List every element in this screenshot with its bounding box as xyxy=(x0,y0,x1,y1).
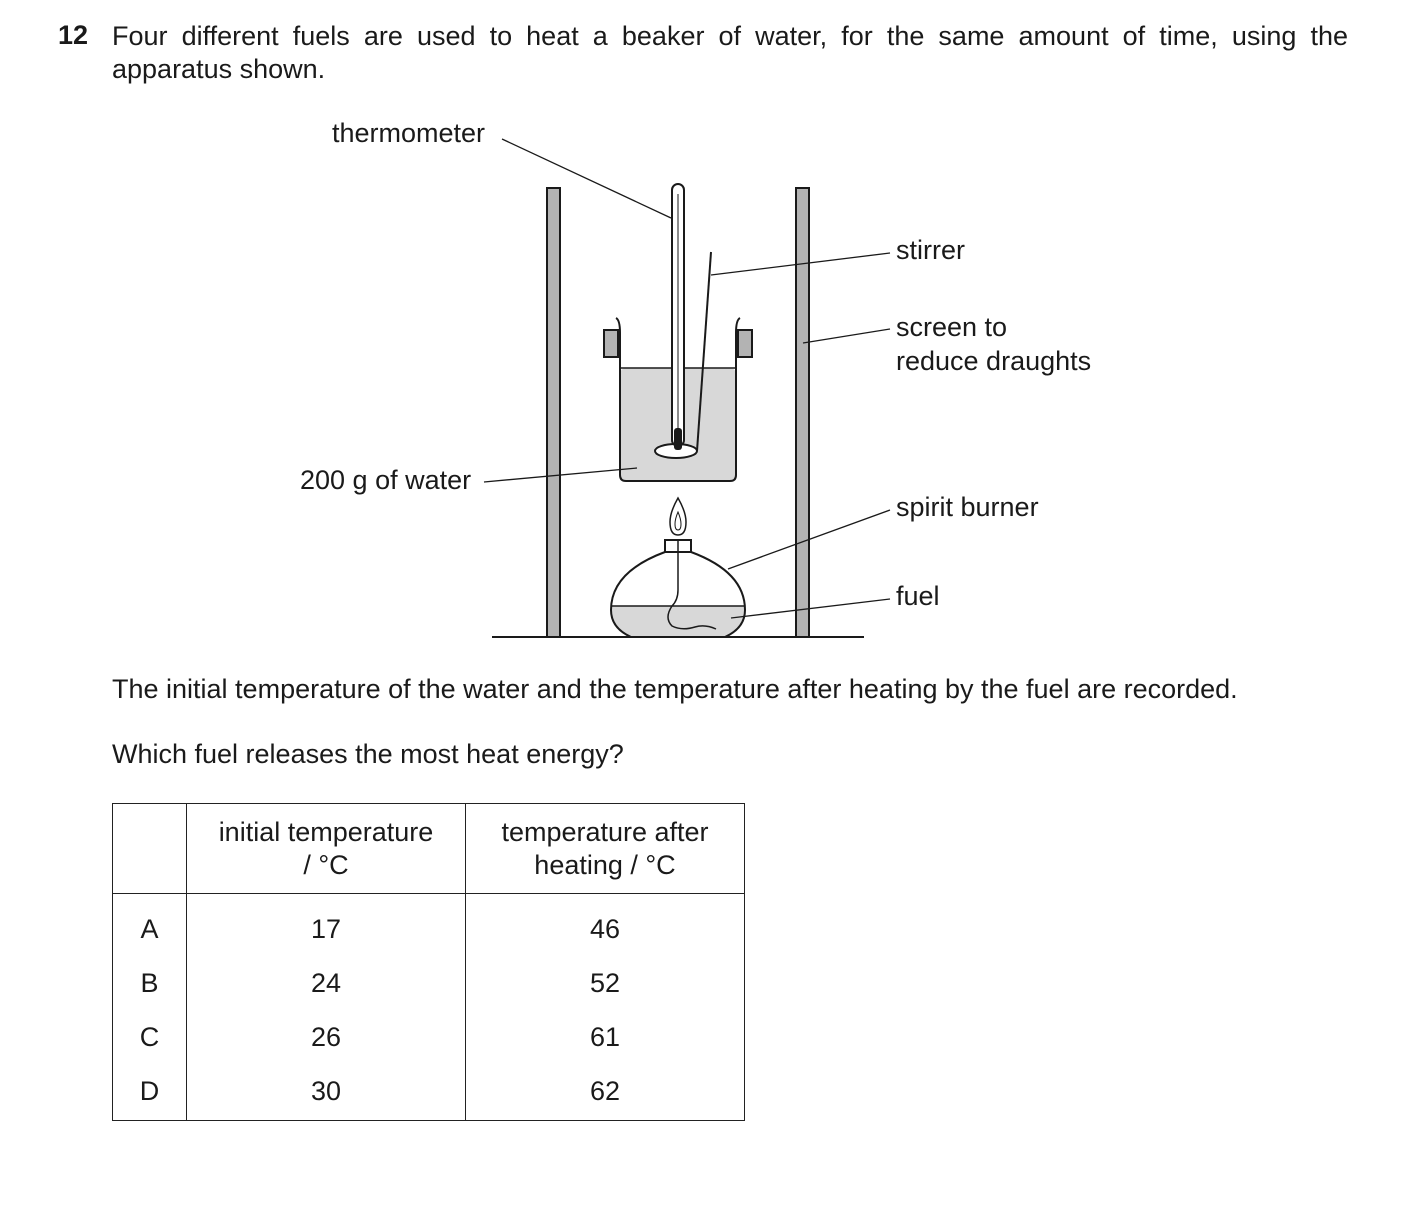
flame-icon xyxy=(670,498,686,535)
label-screen-line1: screen to xyxy=(896,312,1008,342)
option-letter: A xyxy=(113,894,187,957)
table-row xyxy=(113,1010,745,1064)
header-option xyxy=(113,804,187,894)
header-after-line2: heating / °C xyxy=(534,849,676,880)
initial-temperature-cell: 24 xyxy=(187,956,466,1010)
label-stirrer: stirrer xyxy=(896,235,965,265)
header-initial-temperature xyxy=(187,804,466,894)
results-table xyxy=(112,803,745,1121)
after-temperature-cell: 46 xyxy=(466,894,745,957)
label-spirit-burner: spirit burner xyxy=(896,492,1039,522)
option-letter: C xyxy=(113,1010,187,1064)
paragraph-recording: The initial temperature of the water and the temperature after heating by the fuel are recorded. xyxy=(112,674,1238,704)
after-temperature-cell: 62 xyxy=(466,1064,745,1121)
initial-temperature-cell: 26 xyxy=(187,1010,466,1064)
header-temperature-after xyxy=(466,804,745,894)
screen-left xyxy=(547,188,560,637)
question-number: 12 xyxy=(58,20,89,50)
label-screen-line2: reduce draughts xyxy=(896,346,1092,376)
table-row xyxy=(113,894,745,957)
label-thermometer: thermometer xyxy=(332,118,486,148)
spirit-burner xyxy=(611,498,745,637)
label-water: 200 g of water xyxy=(300,465,472,495)
header-initial-line2: / °C xyxy=(303,849,349,880)
initial-temperature-cell: 17 xyxy=(187,894,466,957)
question-stem: Four different fuels are used to heat a beaker of water, for the same amount of time, using the apparatus shown. xyxy=(112,21,1348,84)
header-initial-line1: initial temperature xyxy=(218,816,434,847)
table-header-row xyxy=(113,804,745,894)
initial-temperature-cell: 30 xyxy=(187,1064,466,1121)
label-fuel: fuel xyxy=(896,581,940,611)
option-letter: D xyxy=(113,1064,187,1121)
table-row xyxy=(113,1064,745,1121)
header-after-line1: temperature after xyxy=(501,816,709,847)
paragraph-question: Which fuel releases the most heat energy? xyxy=(112,739,624,769)
screen-right xyxy=(796,188,809,637)
option-letter: B xyxy=(113,956,187,1010)
after-temperature-cell: 52 xyxy=(466,956,745,1010)
after-temperature-cell: 61 xyxy=(466,1010,745,1064)
table-row xyxy=(113,956,745,1010)
thermometer xyxy=(672,184,684,450)
